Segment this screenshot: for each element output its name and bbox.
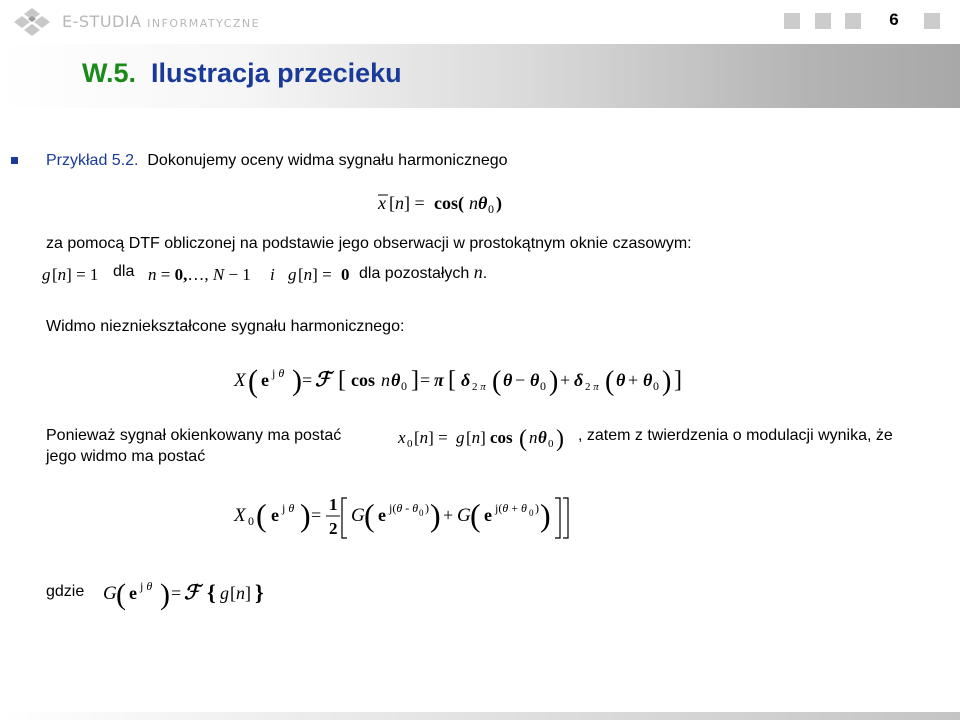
svg-text:j(θ - θ: j(θ - θ [389,501,419,515]
svg-text:0: 0 [248,514,254,528]
svg-text:0: 0 [653,379,659,393]
svg-text:j θ: j θ [282,501,295,515]
formula-windowed-spectrum [234,490,584,546]
example-label: Przykład 5.2. [46,152,139,169]
svg-text:=: = [311,505,322,525]
svg-text:−: − [515,370,526,390]
dla-label: dla [113,263,135,280]
nav-button-first[interactable] [784,13,800,29]
logo-text [62,12,260,31]
svg-text:0: 0 [540,379,546,393]
svg-text:0: 0 [488,202,494,216]
svg-text:[n] =: [n] = [414,428,448,447]
svg-text:(: ( [492,366,502,397]
svg-text:): ) [549,366,559,397]
svg-text:e: e [271,505,279,525]
title-number: W.5. [82,58,137,88]
svg-text:=: = [420,370,431,390]
svg-text:=: = [171,583,182,603]
n-variable: n [473,262,483,282]
svg-text:G: G [457,505,471,526]
svg-text:0: 0 [341,265,350,284]
svg-text:): ) [300,497,311,533]
svg-text:n: n [469,193,478,213]
logo-main: E-STUDIA [62,12,142,31]
svg-text:θ: θ [391,370,401,390]
svg-text:0: 0 [529,508,534,518]
title-text: Ilustracja przecieku [151,58,402,88]
header-bar [0,0,960,44]
svg-text:e: e [129,583,137,603]
svg-text:(: ( [248,363,258,399]
svg-text:): ) [292,364,302,397]
svg-text:): ) [540,497,551,533]
svg-text:[n]: [n] [466,428,486,447]
svg-text:(: ( [256,497,267,533]
nav-button-next[interactable] [845,13,861,29]
formula-windowed [398,424,580,452]
widmo-line: Widmo niezniekształcone sygnału harmonicznego: [46,318,405,335]
svg-text:): ) [662,366,672,397]
svg-text:θ: θ [530,370,540,390]
svg-text:): ) [430,497,441,533]
period: . [482,265,488,282]
svg-text:cos: cos [490,428,513,447]
svg-text:2 π: 2 π [585,381,599,393]
svg-text:δ: δ [574,370,584,390]
svg-text:0: 0 [548,438,554,450]
nav-button-prev[interactable] [815,13,831,29]
formula-window [40,262,112,286]
svg-text:{: { [207,580,216,605]
svg-text:1: 1 [329,495,338,514]
gdzie-label: gdzie [46,583,85,600]
dtf-line: za pomocą DTF obliczonej na podstawie jego obserwacji w prostokątnym oknie czasowym: [46,235,692,252]
svg-text:[n]: [n] [230,583,251,603]
svg-text:+: + [560,370,571,390]
poniewaz-text: Ponieważ sygnał okienkowany ma postać [46,427,342,444]
formula-spectrum [234,360,694,400]
svg-text:g: g [288,265,297,284]
svg-text:2: 2 [329,519,338,538]
svg-text:): ) [160,578,170,611]
formula-signal [376,190,506,216]
svg-text:G: G [103,583,117,604]
svg-text:e: e [261,370,269,390]
svg-text:0: 0 [419,508,424,518]
svg-text:+: + [443,505,454,525]
svg-text:[n] = 1: [n] = 1 [52,265,99,284]
zatem-text: , zatem z twierdzenia o modulacji wynika, że [578,427,893,444]
svg-text:(: ( [116,578,126,611]
svg-text:j θ: j θ [140,579,153,593]
svg-text:}: } [255,580,264,605]
jego-text: jego widmo ma postać [46,448,206,465]
svg-text:j θ: j θ [272,366,285,380]
svg-text:e: e [484,505,492,525]
svg-text:[n] =: [n] = [298,265,332,284]
page-number: 6 [889,10,899,29]
svg-text:]: ] [411,367,419,393]
formula-range [146,262,291,286]
logo-sub: INFORMATYCZNE [147,17,261,30]
svg-text:x: x [398,428,406,447]
svg-text:n: n [381,370,390,390]
svg-text:θ: θ [538,428,547,447]
nav-button-last[interactable] [924,13,940,29]
svg-text:+: + [628,370,639,390]
svg-text:(: ( [470,497,481,533]
dla-pozostalych-label [359,262,487,284]
svg-text:g: g [220,583,229,603]
logo-icon [10,6,54,38]
svg-text:θ: θ [478,193,488,213]
svg-text:cos: cos [351,370,375,390]
svg-text:[n] =: [n] = [389,193,425,213]
svg-text:[: [ [448,367,456,393]
svg-text:X: X [234,370,246,391]
svg-text:X: X [234,505,246,526]
svg-text:): ) [496,193,502,213]
svg-text:cos(: cos( [434,193,464,213]
svg-text:0: 0 [407,438,413,450]
svg-text:[: [ [338,367,346,393]
svg-text:θ: θ [643,370,653,390]
svg-text:G: G [351,505,365,526]
dla-pozostalych-text: dla pozostałych [359,265,470,282]
svg-text:): ) [535,501,539,515]
svg-text:g: g [456,428,465,447]
svg-text:0: 0 [401,379,407,393]
svg-text:j(θ + θ: j(θ + θ [495,501,527,515]
svg-text:g: g [42,265,51,284]
svg-text:(: ( [605,366,615,397]
example-text: Dokonujemy oceny widma sygnału harmonicznego [147,152,508,169]
svg-text:(: ( [364,497,375,533]
svg-text:=: = [302,370,313,390]
svg-text:): ) [556,426,564,452]
footer-bar [0,712,960,720]
svg-text:θ: θ [503,370,513,390]
example-line [46,151,508,171]
i-label: i [270,265,275,284]
svg-text:δ: δ [461,370,471,390]
svg-text:n = 0,…, N − 1: n = 0,…, N − 1 [148,265,251,284]
svg-text:π: π [434,370,444,390]
slide-title [82,58,402,89]
svg-text:θ: θ [616,370,626,390]
svg-text:x: x [378,193,386,213]
svg-text:2 π: 2 π [472,381,486,393]
svg-text:ℱ: ℱ [184,582,200,604]
svg-text:(: ( [519,426,527,452]
svg-text:n: n [529,428,538,447]
svg-text:]: ] [674,367,682,393]
svg-text:ℱ: ℱ [315,369,331,391]
formula-definition [103,574,278,614]
svg-text:e: e [378,505,386,525]
svg-text:): ) [425,501,429,515]
bullet-icon [11,157,18,164]
formula-zero [286,262,356,286]
